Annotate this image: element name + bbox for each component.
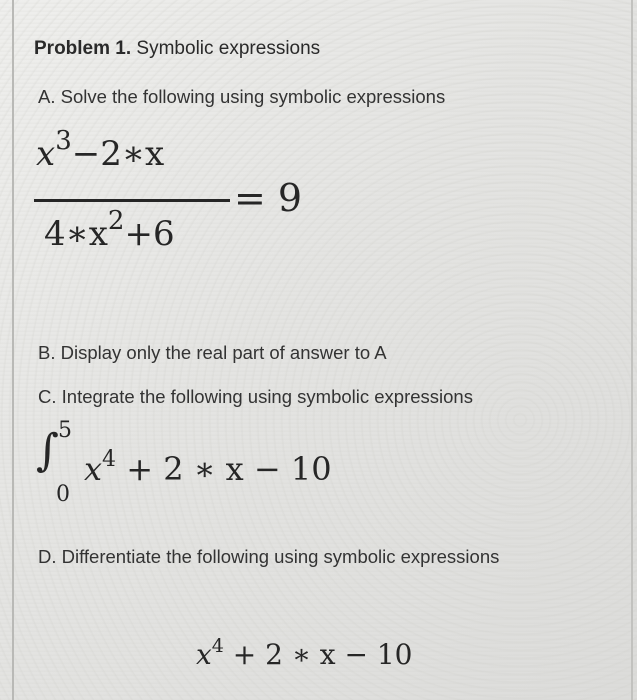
- fraction-numerator: [36, 126, 165, 174]
- denominator-exponent: 2: [107, 206, 125, 236]
- numerator-base: x: [36, 134, 56, 174]
- fraction-denominator: [44, 206, 175, 254]
- integrand-expression: [84, 447, 332, 488]
- integral-upper-limit: 5: [58, 418, 72, 443]
- integral-symbol: ∫: [36, 425, 59, 476]
- integrand-exponent: 4: [102, 447, 117, 472]
- part-b-instruction: B. Display only the real part of answer to A: [38, 342, 387, 363]
- denominator-lead: 4∗x: [44, 214, 108, 254]
- differentiation-expression: [196, 635, 413, 671]
- page-right-border: [631, 0, 633, 700]
- denominator-rest: +6: [124, 214, 175, 254]
- part-a-instruction: A. Solve the following using symbolic expressions: [38, 86, 446, 107]
- numerator-exponent: 3: [55, 126, 72, 156]
- integrand-base: x: [84, 450, 103, 488]
- equation-rhs: = 9: [234, 176, 303, 220]
- page-left-border: [12, 0, 14, 700]
- part-c-instruction: C. Integrate the following using symbolic expressions: [38, 386, 473, 407]
- part-d-instruction: D. Differentiate the following using symbolic expressions: [38, 546, 500, 567]
- diff-base: x: [196, 638, 212, 671]
- diff-rest: + 2 ∗ x − 10: [223, 638, 413, 671]
- problem-title: [34, 38, 320, 60]
- fraction-bar: [34, 199, 230, 202]
- problem-topic: Symbolic expressions: [131, 38, 321, 59]
- diff-exponent: 4: [211, 635, 224, 657]
- problem-number: Problem 1.: [34, 38, 132, 59]
- integral-lower-limit: 0: [56, 482, 70, 507]
- numerator-rest: −2∗x: [71, 134, 165, 174]
- integrand-rest: + 2 ∗ x − 10: [116, 450, 332, 488]
